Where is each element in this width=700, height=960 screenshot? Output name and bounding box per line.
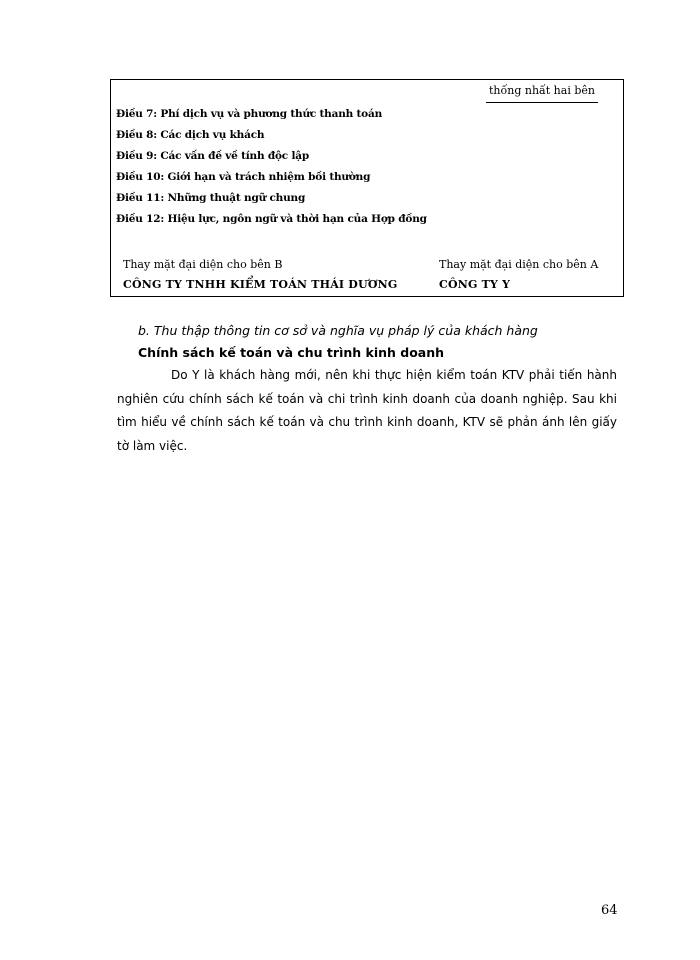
- clause-12: Điều 12: Hiệu lực, ngôn ngữ và thời hạn của Hợp đồng: [116, 213, 427, 225]
- party-a-name: CÔNG TY Y: [439, 278, 511, 291]
- clause-7: Điều 7: Phí dịch vụ và phương thức thanh toán: [116, 108, 383, 120]
- clause-11: Điều 11: Những thuật ngữ chung: [116, 192, 306, 204]
- clause-9: Điều 9: Các vấn đề về tính độc lập: [116, 150, 309, 162]
- section-heading: Chính sách kế toán và chu trình kinh doanh: [138, 345, 445, 360]
- body-paragraph: Do Y là khách hàng mới, nên khi thực hiện kiểm toán KTV phải tiến hành nghiên cứu chính sách kế toán và chi trình kinh doanh của doanh nghiệp. Sau khi tìm hiểu về chính sách kế toán và chu trình kinh doanh, KTV sẽ phản ánh lên giấy tờ làm việc.: [117, 368, 617, 453]
- section-subheading: b. Thu thập thông tin cơ sở và nghĩa vụ pháp lý của khách hàng: [138, 323, 538, 338]
- party-b-label: Thay mặt đại diện cho bên B: [123, 258, 283, 271]
- party-a-label: Thay mặt đại diện cho bên A: [439, 258, 599, 271]
- table-top-cell: thống nhất hai bên: [486, 82, 598, 103]
- clause-8: Điều 8: Các dịch vụ khách: [116, 129, 265, 141]
- page-number: 64: [601, 903, 618, 918]
- party-b-name: CÔNG TY TNHH KIỂM TOÁN THÁI DƯƠNG: [123, 278, 398, 291]
- clause-10: Điều 10: Giới hạn và trách nhiệm bồi thường: [116, 171, 371, 183]
